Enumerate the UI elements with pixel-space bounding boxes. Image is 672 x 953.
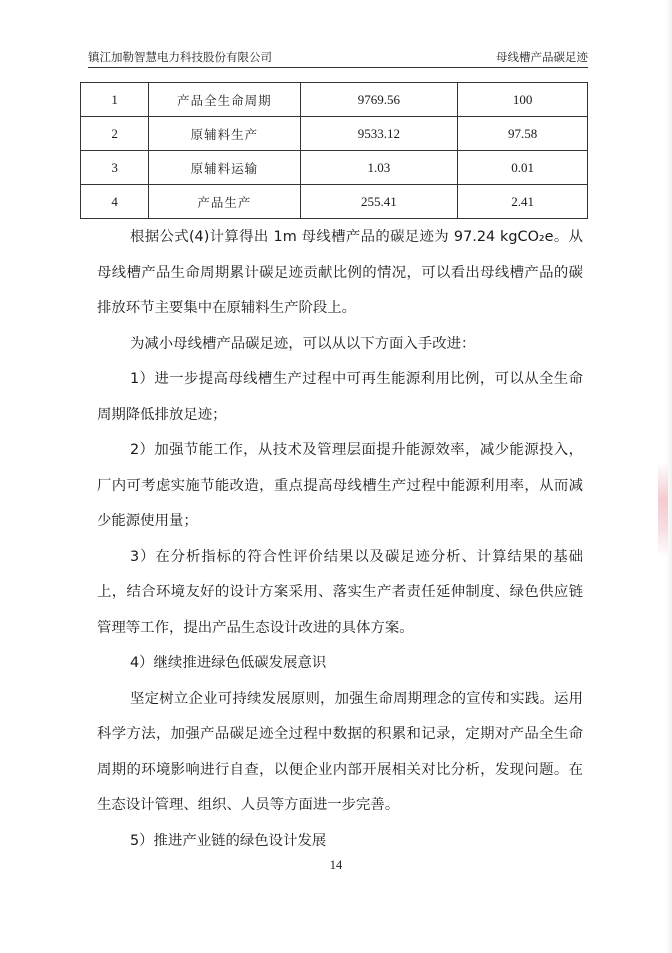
table-row [81, 151, 588, 185]
table-cell-percent: 97.58 [458, 117, 588, 151]
table-row [81, 83, 588, 117]
paragraph-item-4-detail: 坚定树立企业可持续发展原则，加强生命周期理念的宣传和实践。运用科学方法，加强产品碳足迹全过程中数据的积累和记录，定期对产品全生命周期的环境影响进行自查，以便企业内部开展相关对比分析，发现问题。在生态设计管理、组织、人员等方面进一步完善。 [97, 690, 583, 813]
table-cell-no: 1 [81, 83, 149, 117]
table-cell-percent: 0.01 [458, 151, 588, 185]
carbon-footprint-table [80, 82, 588, 219]
paragraph-item-1: 1）进一步提高母线槽生产过程中可再生能源利用比例，可以从全生命周期降低排放足迹； [97, 371, 583, 423]
paragraph-item-3: 3）在分析指标的符合性评价结果以及碳足迹分析、计算结果的基础上，结合环境友好的设计方案采用、落实生产者责任延伸制度、绿色供应链管理等工作，提出产品生态设计改进的具体方案。 [97, 548, 583, 636]
page-header [88, 45, 588, 67]
body-text [97, 220, 583, 859]
paragraph-result: 根据公式(4)计算得出 1m 母线槽产品的碳足迹为 97.24 kgCO₂e。从母线槽产品生命周期累计碳足迹贡献比例的情况，可以看出母线槽产品的碳排放环节主要集中在原辅料生产阶段上。 [97, 229, 583, 316]
table-cell-no: 4 [81, 185, 149, 219]
table-cell-value: 9533.12 [300, 117, 458, 151]
table-cell-percent: 100 [458, 83, 588, 117]
table-cell-value: 1.03 [300, 151, 458, 185]
paragraph-item-2: 2）加强节能工作，从技术及管理层面提升能源效率，减少能源投入，厂内可考虑实施节能改造，重点提高母线槽生产过程中能源利用率，从而减少能源使用量； [97, 442, 583, 529]
table-cell-stage: 原辅料运输 [149, 151, 300, 185]
table-cell-stage: 产品生产 [149, 185, 300, 219]
paragraph-item-5: 5）推进产业链的绿色设计发展 [130, 832, 327, 849]
page-number: 14 [329, 858, 343, 872]
table-cell-percent: 2.41 [458, 185, 588, 219]
paragraph-item-4: 4）继续推进绿色低碳发展意识 [130, 655, 327, 671]
table-row [81, 185, 588, 219]
header-doc-title: 母线槽产品碳足迹 [496, 50, 588, 64]
table-cell-no: 3 [81, 151, 149, 185]
table-cell-no: 2 [81, 117, 149, 151]
header-divider [88, 67, 588, 68]
header-company: 镇江加勒智慧电力科技股份有限公司 [88, 50, 272, 64]
table-row [81, 117, 588, 151]
paragraph-improve-intro: 为减小母线槽产品碳足迹，可以从以下方面入手改进： [130, 335, 476, 352]
table-cell-stage: 产品全生命周期 [149, 83, 300, 117]
page-edge-shadow [666, 0, 672, 953]
table-cell-value: 9769.56 [300, 83, 458, 117]
table-cell-value: 255.41 [300, 185, 458, 219]
table-cell-stage: 原辅料生产 [149, 117, 300, 151]
